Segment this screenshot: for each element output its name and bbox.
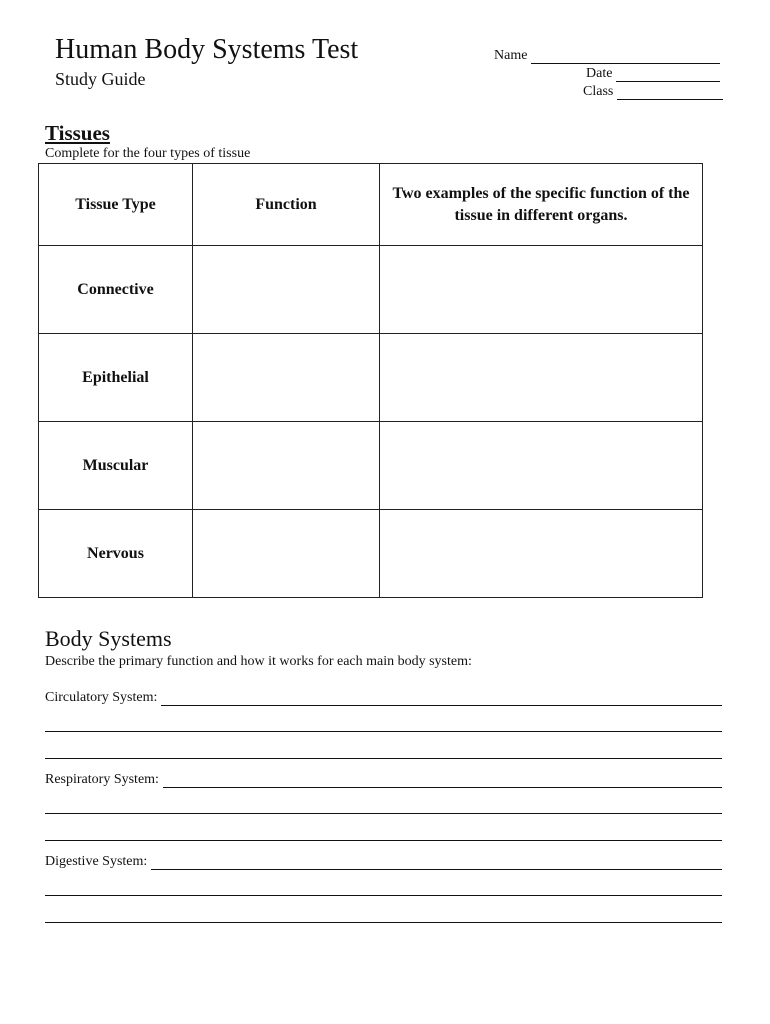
name-line[interactable]	[531, 51, 720, 64]
answer-line[interactable]	[45, 731, 722, 732]
function-cell[interactable]	[193, 334, 380, 422]
name-label: Name	[494, 48, 528, 63]
row-label-nervous: Nervous	[39, 510, 193, 598]
table-row	[39, 510, 703, 598]
answer-line[interactable]	[163, 775, 722, 788]
answer-line[interactable]	[45, 895, 722, 896]
respiratory-system-row[interactable]	[45, 772, 722, 788]
function-cell[interactable]	[193, 422, 380, 510]
respiratory-system-label: Respiratory System:	[45, 772, 159, 787]
column-header-function: Function	[193, 164, 380, 246]
date-field[interactable]	[586, 66, 720, 82]
tissues-instruction: Complete for the four types of tissue	[45, 146, 251, 161]
circulatory-system-row[interactable]	[45, 690, 722, 706]
table-row	[39, 246, 703, 334]
row-label-muscular: Muscular	[39, 422, 193, 510]
examples-cell[interactable]	[380, 246, 703, 334]
class-field[interactable]	[583, 84, 723, 100]
circulatory-system-label: Circulatory System:	[45, 690, 158, 705]
tissues-heading: Tissues	[45, 121, 110, 145]
row-label-connective: Connective	[39, 246, 193, 334]
examples-cell[interactable]	[380, 334, 703, 422]
answer-line[interactable]	[161, 693, 722, 706]
answer-line[interactable]	[45, 922, 722, 923]
digestive-system-label: Digestive System:	[45, 854, 148, 869]
document-title: Human Body Systems Test	[55, 34, 359, 65]
examples-cell[interactable]	[380, 422, 703, 510]
answer-line[interactable]	[151, 857, 722, 870]
function-cell[interactable]	[193, 246, 380, 334]
body-systems-instruction: Describe the primary function and how it works for each main body system:	[45, 654, 472, 669]
answer-line[interactable]	[45, 840, 722, 841]
table-header-row	[39, 164, 703, 246]
date-line[interactable]	[616, 69, 720, 82]
column-header-examples: Two examples of the specific function of the tissue in different organs.	[380, 164, 703, 246]
column-header-tissue-type: Tissue Type	[39, 164, 193, 246]
date-label: Date	[586, 66, 613, 81]
answer-line[interactable]	[45, 758, 722, 759]
document-subtitle: Study Guide	[55, 69, 146, 89]
body-systems-heading: Body Systems	[45, 626, 172, 651]
examples-cell[interactable]	[380, 510, 703, 598]
class-label: Class	[583, 84, 614, 99]
digestive-system-row[interactable]	[45, 854, 722, 870]
tissue-table	[38, 163, 703, 598]
name-field[interactable]	[494, 48, 720, 64]
answer-line[interactable]	[45, 813, 722, 814]
row-label-epithelial: Epithelial	[39, 334, 193, 422]
table-row	[39, 334, 703, 422]
function-cell[interactable]	[193, 510, 380, 598]
table-row	[39, 422, 703, 510]
class-line[interactable]	[617, 87, 723, 100]
